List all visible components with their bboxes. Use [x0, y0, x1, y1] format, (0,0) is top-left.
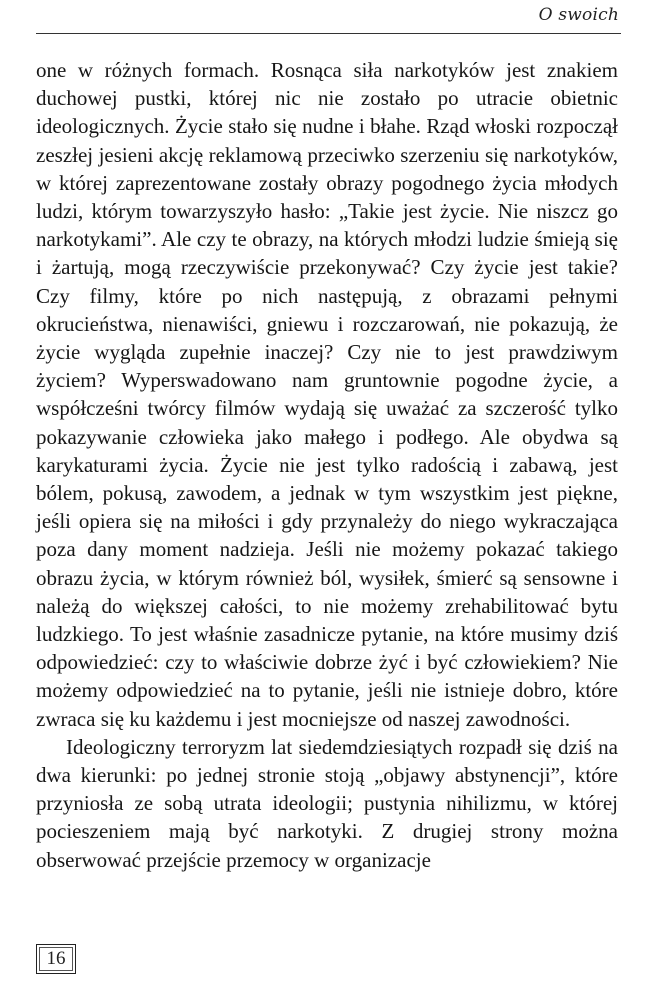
- page-number: 16: [46, 948, 66, 969]
- body-text: [36, 56, 618, 874]
- running-header-title: O swoich: [538, 5, 619, 25]
- header-rule: [36, 33, 621, 34]
- page-number-box: [36, 944, 76, 974]
- paragraph-2: Ideologiczny terroryzm lat siedemdziesiątych rozpadł się dziś na dwa kierunki: po jednej stronie stoją „objawy abstynencji”, które przyniosła ze sobą utrata ideologii; pustynia nihilizmu, w której pocieszeniem mają być narkotyki. Z drugiej strony można obserwować przejście przemocy w organizacje: [36, 734, 618, 872]
- paragraph-1: one w różnych formach. Rosnąca siła narkotyków jest znakiem duchowej pustki, której nic nie zostało po utracie obietnic ideologicznych. Życie stało się nudne i błahe. Rząd włoski rozpoczął zeszłej jesieni akcję reklamową przeciwko szerzeniu się narkotyków, w której zaprezentowane zostały obrazy pogodnego życia młodych ludzi, którym towarzyszyło hasło: „Takie jest życie. Nie niszcz go narkotykami”. Ale czy te obrazy, na których młodzi ludzie śmieją się i żartują, mogą rzeczywiście przekonywać? Czy życie jest takie? Czy filmy, które po nich następują, z obrazami pełnymi okrucieństwa, nienawiści, gniewu i rozczarowań, nie pokazują, że życie wygląda zupełnie inaczej? Czy nie to jest prawdziwym życiem? Wyperswadowano nam gruntownie pogodne życie, a współcześni twórcy filmów wydają się uważać za szczerość tylko pokazywanie człowieka jako małego i podłego. Ale obydwa są karykaturami życia. Życie nie jest tylko radością i zabawą, jest bólem, pokusą, zawodem, a jednak w tym wszystkim jest piękne, jeśli opiera się na miłości i gdy przynależy do niego wykraczająca poza dany moment nadzieja. Jeśli nie możemy pokazać takiego obrazu życia, w którym również ból, wysiłek, śmierć są sensowne i należą do większej całości, to nie możemy zrehabilitować bytu ludzkiego. To jest właśnie zasadnicze pytanie, na które musimy dziś odpowiedzieć: czy to właściwie dobrze żyć i być człowiekiem? Nie możemy odpowiedzieć na to pytanie, jeśli nie istnieje dobro, które zwraca się ku każdemu i jest mocniejsze od naszej zawodności.: [36, 58, 618, 731]
